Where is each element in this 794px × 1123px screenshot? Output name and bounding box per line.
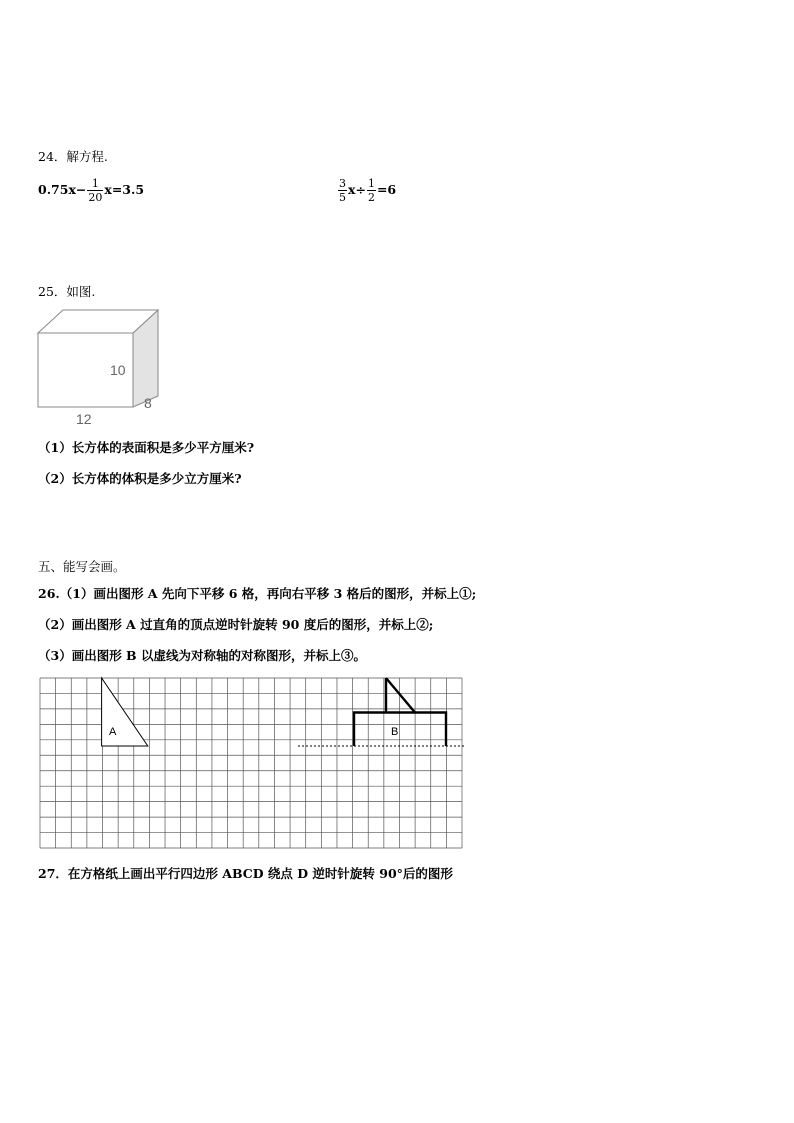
q26-line1: 26.（1）画出图形 A 先向下平移 6 格，再向右平移 3 格后的图形，并标上①; (38, 586, 477, 601)
q25-sub2: （2）长方体的体积是多少立方厘米? (38, 471, 242, 486)
q24-equation-1 (38, 177, 144, 204)
shape-b-label: B (391, 726, 399, 738)
cuboid-width-label: 8 (144, 395, 152, 411)
eq2-fraction-1 (338, 177, 347, 204)
shape-b-body (354, 713, 446, 747)
eq1-fraction (87, 177, 103, 204)
q26-line2: （2）画出图形 A 过直角的顶点逆时针旋转 90 度后的图形，并标上②; (38, 617, 434, 632)
q24-equation-2 (337, 177, 396, 204)
q26-line3: （3）画出图形 B 以虚线为对称轴的对称图形，并标上③。 (38, 648, 366, 663)
shape-a-label: A (109, 726, 117, 738)
eq2-mid: x÷ (348, 182, 366, 197)
section5-title: 五、能写会画。 (38, 559, 126, 574)
eq2-numerator-1: 3 (339, 177, 346, 190)
q27-text: 27．在方格纸上画出平行四边形 ABCD 绕点 D 逆时针旋转 90°后的图形 (38, 866, 453, 881)
eq1-numerator: 1 (87, 177, 103, 191)
q24-title: 24．解方程. (38, 149, 108, 164)
eq2-end: =6 (376, 182, 397, 197)
eq2-denominator-1: 5 (339, 191, 346, 204)
cuboid-figure (30, 302, 170, 430)
eq2-fraction-2 (367, 177, 376, 204)
grid-figure (38, 674, 470, 854)
cuboid-height-label: 10 (110, 362, 126, 378)
eq2-numerator-2: 1 (367, 177, 375, 190)
eq2-denominator-2: 2 (367, 191, 375, 204)
eq1-part-b: x=3.5 (104, 182, 145, 197)
eq1-part-a: 0.75x− (38, 182, 87, 197)
q25-sub1: （1）长方体的表面积是多少平方厘米? (38, 440, 255, 455)
eq1-denominator: 20 (88, 191, 103, 204)
shape-b-flag (386, 678, 415, 713)
q25-title: 25．如图. (38, 284, 96, 299)
cuboid-length-label: 12 (76, 411, 92, 427)
